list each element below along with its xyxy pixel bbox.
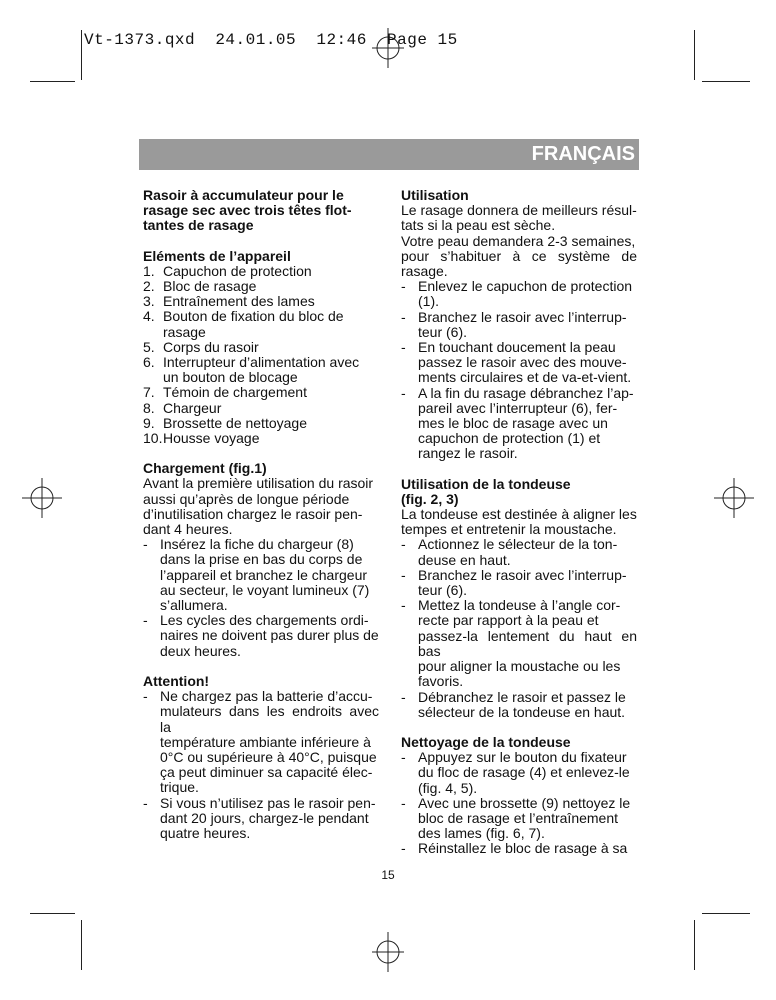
print-slug: Vt-1373.qxd 24.01.05 12:46 Page 15 <box>84 31 458 49</box>
list-item-number: 9. <box>143 414 155 431</box>
product-title-line: Rasoir à accumulateur pour le <box>143 187 344 203</box>
list-item-number: 10. <box>143 430 163 447</box>
text-line: naires ne doivent pas durer plus de <box>160 627 379 644</box>
list-item <box>401 568 637 598</box>
text-line: s’allumera. <box>160 597 228 614</box>
bullet-dash: - <box>401 308 406 325</box>
text-line: Si vous n’utilisez pas le rasoir pen- <box>160 794 376 811</box>
text-line: Corps du rasoir <box>163 338 259 355</box>
text-line: Avant la première utilisation du rasoir <box>143 475 374 492</box>
list-item <box>401 310 637 340</box>
text-line: dans la prise en bas du corps de <box>160 551 363 568</box>
list-item <box>143 264 379 279</box>
list-item-text <box>163 401 379 416</box>
text-line: Les cycles des chargements ordi- <box>160 612 369 629</box>
section-heading: Utilisation <box>401 187 469 203</box>
list-item <box>401 598 637 689</box>
text-line: Branchez le rasoir avec l’interrup- <box>418 566 627 583</box>
list-item-number: 4. <box>143 308 155 325</box>
text-line: des lames (fig. 6, 7). <box>418 825 545 842</box>
text-line: deux heures. <box>160 642 241 659</box>
text-line: Chargeur <box>163 399 222 416</box>
list-item-number: 3. <box>143 293 155 310</box>
dash-list <box>143 537 379 659</box>
text-line: dant 20 jours, chargez-le pendant <box>160 809 369 826</box>
list-item <box>143 294 379 309</box>
text-line: mulateurs dans les endroits avec la <box>160 703 379 735</box>
list-item-number: 2. <box>143 278 155 295</box>
text-line: ments circulaires et de va-et-vient. <box>418 369 632 386</box>
text-line: pour s’habituer à ce système de <box>401 247 637 264</box>
text-line: rasage <box>163 323 206 340</box>
text-line: Bloc de rasage <box>163 278 257 295</box>
bullet-dash: - <box>401 749 406 766</box>
left-column <box>143 188 379 841</box>
list-item <box>401 796 637 842</box>
list-item-number: 1. <box>143 262 155 279</box>
bullet-dash: - <box>401 339 406 356</box>
text-line: au secteur, le voyant lumineux (7) <box>160 581 370 598</box>
bullet-dash: - <box>143 536 148 553</box>
list-item-text <box>163 431 379 446</box>
text-line: Insérez la fiche du chargeur (8) <box>160 536 354 553</box>
bullet-dash: - <box>401 566 406 583</box>
list-item-text <box>163 309 379 339</box>
section-heading: Eléments de l’appareil <box>143 247 291 264</box>
list-item <box>401 841 637 856</box>
text-line: tempes et entretenir la moustache. <box>401 521 617 538</box>
text-line: rangez le rasoir. <box>418 445 518 462</box>
paragraph <box>401 507 637 537</box>
text-line: aussi qu’après de longue période <box>143 490 350 507</box>
list-item <box>401 690 637 720</box>
text-line: A la fin du rasage débranchez l’ap- <box>418 384 634 401</box>
text-line: capuchon de protection (1) et <box>418 430 601 447</box>
bullet-dash: - <box>401 597 406 614</box>
text-line: Ne chargez pas la batterie d’accu- <box>160 688 373 705</box>
text-line: Débranchez le rasoir et passez le <box>418 688 626 705</box>
text-line: Appuyez sur le bouton du fixateur <box>418 749 627 766</box>
list-item-text <box>160 796 379 842</box>
product-title-line: tantes de rasage <box>143 217 254 234</box>
text-line: sélecteur de la tondeuse en haut. <box>418 703 626 720</box>
list-item-text <box>160 689 379 795</box>
bullet-dash: - <box>401 278 406 295</box>
list-item <box>401 750 637 796</box>
banner-title: FRANÇAIS <box>531 143 635 165</box>
product-title <box>143 188 379 234</box>
section-heading: Attention! <box>143 672 210 689</box>
list-item <box>143 416 379 431</box>
text-line: Actionnez le sélecteur de la ton- <box>418 536 618 553</box>
product-title-line: rasage sec avec trois têtes flot- <box>143 202 352 219</box>
list-item-text <box>160 537 379 613</box>
page-number: 15 <box>381 868 395 882</box>
dash-list <box>401 279 637 461</box>
right-column <box>401 188 637 857</box>
crop-mark <box>30 81 75 82</box>
bullet-dash: - <box>401 688 406 705</box>
list-item-text <box>163 385 379 400</box>
list-item <box>143 279 379 294</box>
text-line: rasage. <box>401 263 448 280</box>
list-item-text <box>418 279 637 309</box>
list-item-text <box>418 750 637 796</box>
heading-line: (fig. 2, 3) <box>401 490 459 507</box>
text-line: Interrupteur d’alimentation avec <box>163 354 360 371</box>
list-item <box>143 385 379 400</box>
crop-mark <box>702 81 750 82</box>
text-line: du floc de rasage (4) et enlevez-le <box>418 764 630 781</box>
text-line: En touchant doucement la peau <box>418 339 616 356</box>
text-line: (fig. 4, 5). <box>418 779 478 796</box>
list-item-text <box>418 598 637 689</box>
list-item <box>401 279 637 309</box>
list-item-text <box>418 386 637 462</box>
list-item <box>143 340 379 355</box>
registration-mark-icon <box>22 478 62 518</box>
list-item-text <box>418 841 637 856</box>
list-item-text <box>163 416 379 431</box>
crop-mark <box>702 913 750 914</box>
dash-list <box>401 750 637 856</box>
paragraph <box>401 203 637 279</box>
text-line: teur (6). <box>418 323 468 340</box>
text-line: Mettez la tondeuse à l’angle cor- <box>418 597 621 614</box>
crop-mark <box>30 913 75 914</box>
text-line: passez-la lentement du haut en bas <box>418 627 637 659</box>
list-item <box>143 309 379 339</box>
crop-mark <box>694 30 695 80</box>
list-item-text <box>163 340 379 355</box>
text-line: pour aligner la moustache ou les <box>418 658 621 675</box>
list-item-text <box>163 355 379 385</box>
bullet-dash: - <box>143 612 148 629</box>
text-line: 0°C ou supérieure à 40°C, puisque <box>160 748 377 765</box>
list-item-text <box>418 537 637 567</box>
dash-list <box>401 537 637 719</box>
crop-mark <box>81 30 82 80</box>
list-item-text <box>160 613 379 659</box>
text-line: La tondeuse est destinée à aligner les <box>401 506 637 523</box>
list-item <box>401 340 637 386</box>
text-line: (1). <box>418 293 439 310</box>
list-item <box>143 355 379 385</box>
bullet-dash: - <box>401 384 406 401</box>
list-item <box>401 386 637 462</box>
text-line: mes le bloc de rasage avec un <box>418 415 608 432</box>
text-line: Votre peau demandera 2-3 semaines, <box>401 232 636 249</box>
text-line: Brossette de nettoyage <box>163 414 307 431</box>
text-line: passez le rasoir avec des mouve- <box>418 354 627 371</box>
list-item-text <box>163 294 379 309</box>
text-line: d’inutilisation chargez le rasoir pen- <box>143 505 363 522</box>
text-line: un bouton de blocage <box>163 369 298 386</box>
text-line: ça peut diminuer sa capacité élec- <box>160 764 373 781</box>
text-line: Bouton de fixation du bloc de <box>163 308 344 325</box>
text-line: Le rasage donnera de meilleurs résul- <box>401 202 637 219</box>
bullet-dash: - <box>401 794 406 811</box>
paragraph <box>143 476 379 537</box>
text-line: tats si la peau est sèche. <box>401 217 556 234</box>
bullet-dash: - <box>401 536 406 553</box>
registration-mark-icon <box>368 932 408 972</box>
text-line: l’appareil et branchez le chargeur <box>160 566 368 583</box>
list-item-number: 6. <box>143 354 155 371</box>
text-line: deuse en haut. <box>418 551 511 568</box>
list-item-number: 5. <box>143 338 155 355</box>
dash-list <box>143 689 379 841</box>
text-line: bloc de rasage et l’entraînement <box>418 809 619 826</box>
list-item <box>143 401 379 416</box>
text-line: Housse voyage <box>163 430 260 447</box>
list-item <box>401 537 637 567</box>
text-line: Enlevez le capuchon de protection <box>418 278 633 295</box>
section-heading: Nettoyage de la tondeuse <box>401 733 571 750</box>
section-heading <box>401 477 637 507</box>
text-line: teur (6). <box>418 582 468 599</box>
list-item <box>143 613 379 659</box>
text-line: Entraînement des lames <box>163 293 315 310</box>
list-item-number: 7. <box>143 384 155 401</box>
text-line: quatre heures. <box>160 824 251 841</box>
language-banner <box>139 139 639 170</box>
elements-list <box>143 264 379 446</box>
text-line: Réinstallez le bloc de rasage à sa <box>418 840 628 857</box>
text-line: trique. <box>160 779 199 796</box>
bullet-dash: - <box>143 794 148 811</box>
list-item-text <box>418 796 637 842</box>
section-heading: Chargement (fig.1) <box>143 460 267 477</box>
crop-mark <box>81 920 82 970</box>
text-line: dant 4 heures. <box>143 521 233 538</box>
list-item <box>143 431 379 446</box>
list-item-text <box>418 340 637 386</box>
text-line: Avec une brossette (9) nettoyez le <box>418 794 631 811</box>
list-item-text <box>418 310 637 340</box>
heading-line: Utilisation de la tondeuse <box>401 475 571 492</box>
bullet-dash: - <box>401 840 406 857</box>
list-item <box>143 537 379 613</box>
list-item-text <box>418 690 637 720</box>
list-item-text <box>418 568 637 598</box>
registration-mark-icon <box>714 478 754 518</box>
list-item <box>143 796 379 842</box>
list-item-number: 8. <box>143 399 155 416</box>
text-line: favoris. <box>418 673 464 690</box>
text-line: Capuchon de protection <box>163 262 312 279</box>
list-item <box>143 689 379 795</box>
crop-mark <box>694 920 695 970</box>
text-line: température ambiante inférieure à <box>160 733 371 750</box>
list-item-text <box>163 264 379 279</box>
list-item-text <box>163 279 379 294</box>
text-line: Témoin de chargement <box>163 384 307 401</box>
text-line: pareil avec l’interrupteur (6), fer- <box>418 399 618 416</box>
text-line: Branchez le rasoir avec l’interrup- <box>418 308 627 325</box>
text-line: recte par rapport à la peau et <box>418 612 599 629</box>
bullet-dash: - <box>143 688 148 705</box>
